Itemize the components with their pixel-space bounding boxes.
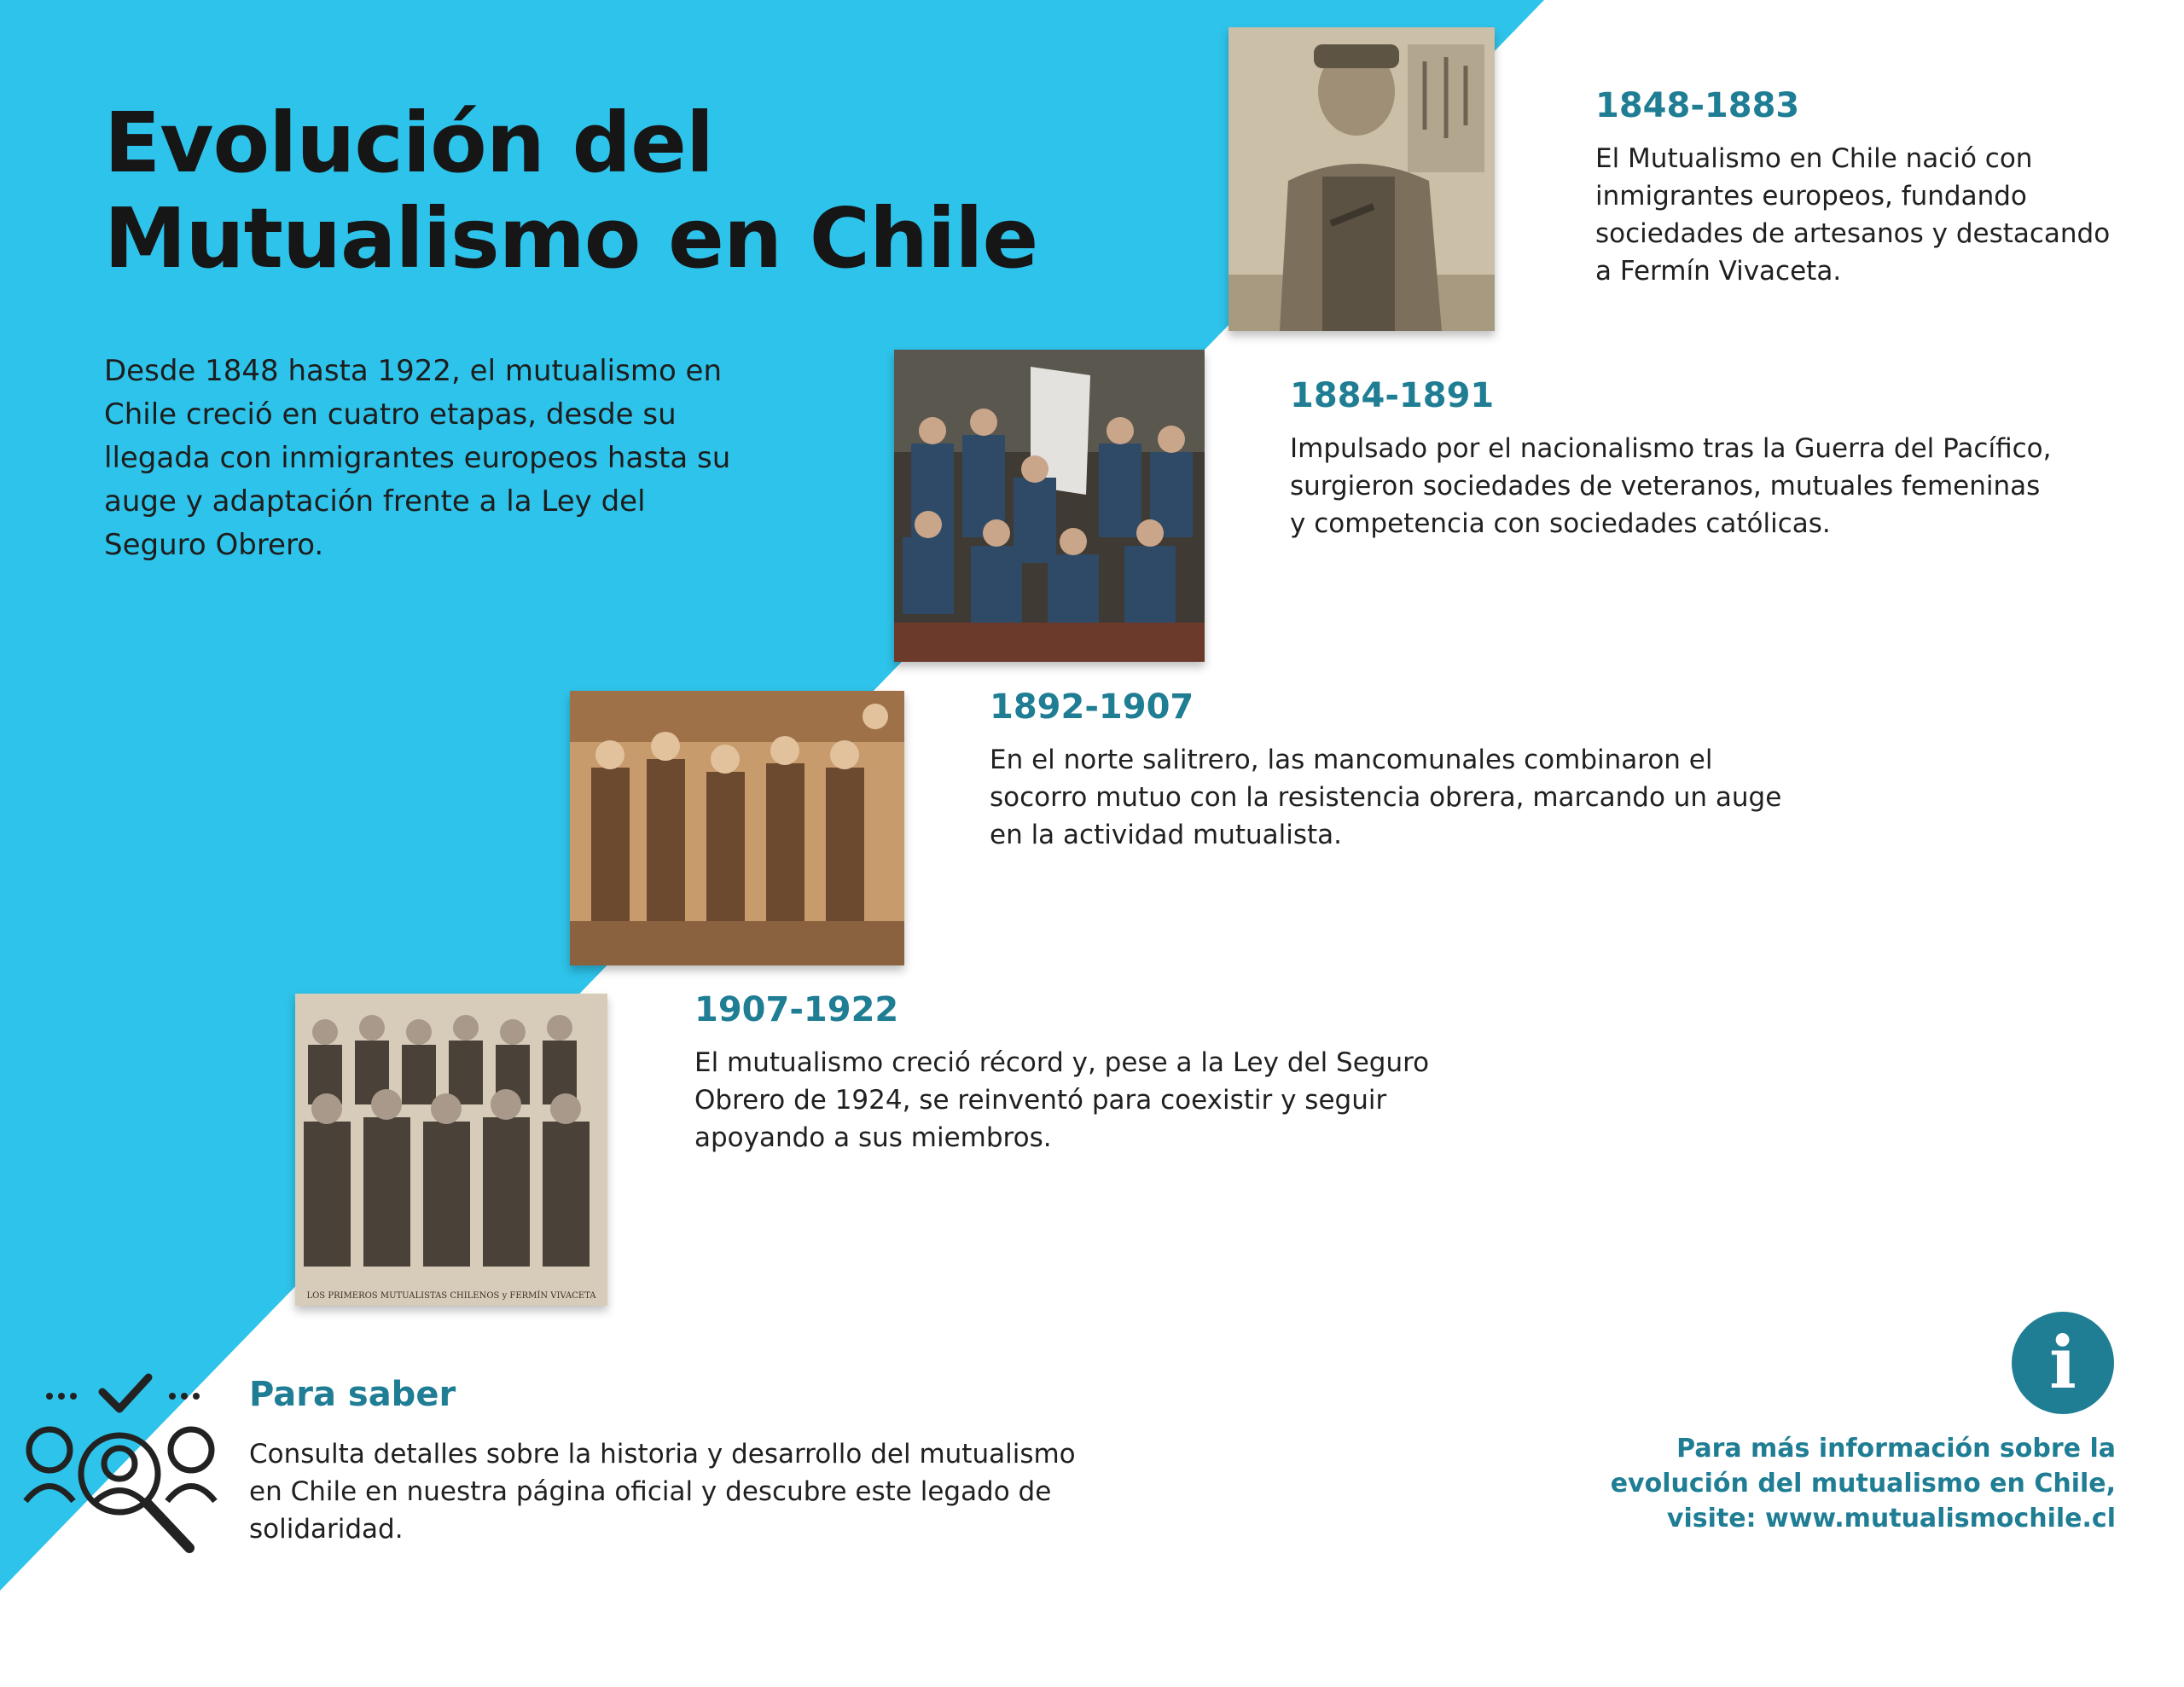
info-text [1570, 1431, 2116, 1536]
era-year: 1907-1922 [694, 990, 899, 1029]
era-year: 1884-1891 [1290, 376, 1495, 415]
page-title [104, 96, 1043, 287]
page-title-line1: Evolución del [104, 95, 714, 191]
era-description: El Mutualismo en Chile nació con inmigrantes europeos, fundando sociedades de artesanos y destacando a Fermín Vivaceta. [1595, 143, 2111, 287]
era-description: Impulsado por el nacionalismo tras la Guerra del Pacífico, surgieron sociedades de veteranos, mutuales femeninas y competencia con sociedades católicas. [1290, 433, 2052, 539]
info-icon: i [2012, 1312, 2114, 1414]
era-year: 1848-1883 [1595, 86, 1800, 125]
era-1848-1883 [1595, 85, 2124, 290]
era-1884-1891 [1290, 375, 2058, 542]
era-photo-veterans [894, 350, 1205, 662]
info-line1: Para más información sobre la [1676, 1434, 2116, 1464]
era-photo-saltpeter-workers [570, 691, 904, 965]
era-year: 1892-1907 [990, 687, 1194, 727]
era-photo-artesano [1228, 27, 1495, 331]
era-description: En el norte salitrero, las mancomunales combinaron el socorro mutuo con la resistencia obrera, marcando un auge en la actividad mutualista. [990, 745, 1782, 850]
era-1892-1907 [990, 687, 1800, 854]
info-line3: visite: www.mutualismochile.cl [1666, 1504, 2116, 1533]
intro-paragraph: Desde 1848 hasta 1922, el mutualismo en Chile creció en cuatro etapas, desde su llegada con inmigrantes europeos hasta su auge y adaptación frente a la Ley del Seguro Obrero. [104, 354, 731, 562]
saber-text: Consulta detalles sobre la historia y desarrollo del mutualismo en Chile en nuestra página oficial y descubre este legado de solidaridad. [249, 1439, 1076, 1545]
era-1907-1922 [694, 989, 1505, 1157]
info-line2: evolución del mutualismo en Chile, [1610, 1469, 2116, 1499]
era-photo-mutualists [295, 994, 607, 1306]
people-search-icon [19, 1373, 224, 1569]
photo-caption: LOS PRIMEROS MUTUALISTAS CHILENOS y FERMÍN VIVACETA [306, 1291, 596, 1301]
era-description: El mutualismo creció récord y, pese a la Ley del Seguro Obrero de 1924, se reinventó para coexistir y seguir apoyando a sus miembros. [694, 1047, 1430, 1153]
saber-title: Para saber [249, 1375, 456, 1414]
page-title-line2: Mutualismo en Chile [104, 190, 1038, 287]
